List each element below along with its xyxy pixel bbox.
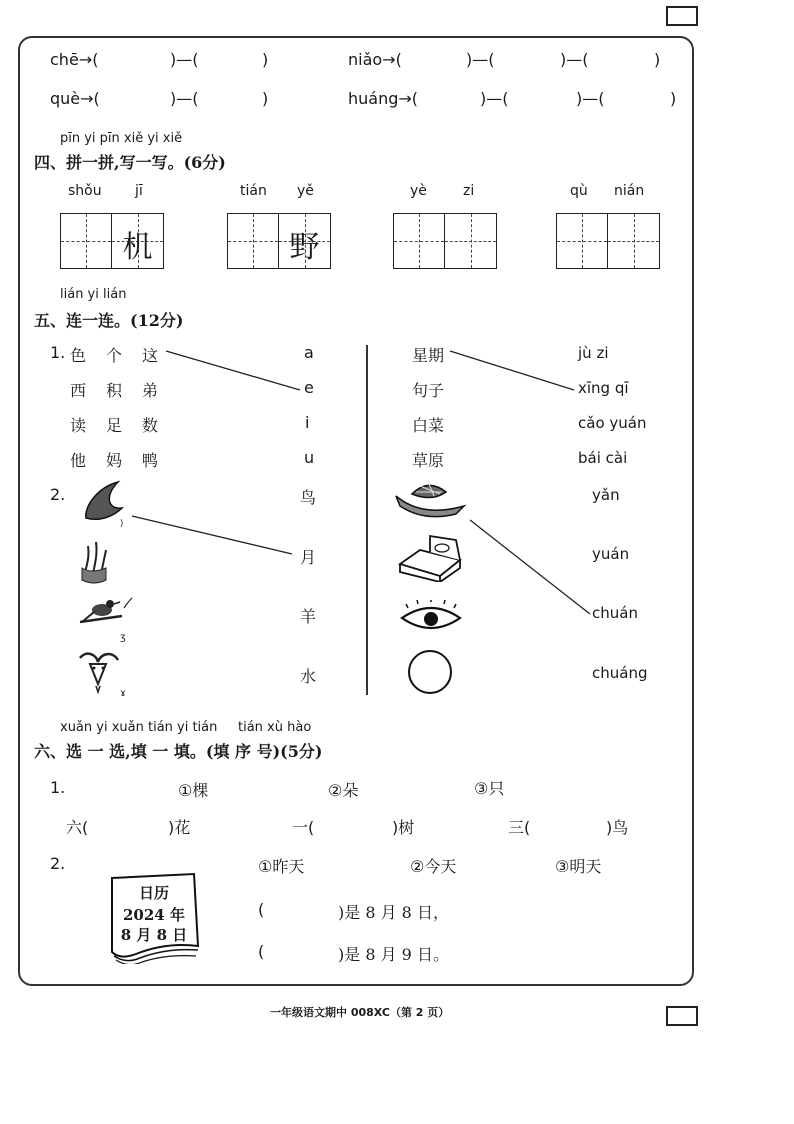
word: 句子 xyxy=(412,381,445,400)
pinyin: yè xyxy=(410,183,427,199)
char-cell[interactable]: 机 xyxy=(122,230,153,265)
blank-post[interactable]: )鸟 xyxy=(606,818,629,837)
blank[interactable]: ) xyxy=(670,89,677,108)
calendar-line: 日历 xyxy=(138,884,169,902)
q-label: 2. xyxy=(50,854,66,873)
calendar-line: 8 月 8 日 xyxy=(120,926,188,944)
blank[interactable]: ) xyxy=(262,50,269,69)
calendar-line: 2024 年 xyxy=(123,906,185,924)
word: 星期 xyxy=(412,346,445,365)
option: ②今天 xyxy=(410,857,457,876)
blank-post[interactable]: )树 xyxy=(392,818,415,837)
word: 草原 xyxy=(412,451,445,470)
option: ②朵 xyxy=(328,781,359,800)
blank-post[interactable]: )是 8 月 9 日。 xyxy=(338,945,449,964)
pinyin: shǒu xyxy=(68,183,102,199)
word-pinyin: bái cài xyxy=(578,449,628,467)
char: 西 xyxy=(70,381,87,400)
blank-pre: ( xyxy=(258,900,265,919)
blank-post[interactable]: )是 8 月 8 日， xyxy=(338,903,449,922)
blank-pre: 六( xyxy=(66,818,89,837)
char: 弟 xyxy=(142,381,159,400)
match-line xyxy=(470,520,590,614)
pic-pinyin: yuán xyxy=(592,545,630,563)
match-line xyxy=(166,351,300,390)
char-cell[interactable]: 野 xyxy=(289,230,320,265)
pinyin: qù xyxy=(570,183,588,199)
pic-char: 羊 xyxy=(300,607,317,626)
pinyin: nián xyxy=(614,183,645,199)
char: 个 xyxy=(106,346,123,365)
svg-text:ɤ: ɤ xyxy=(120,688,126,699)
pic-pinyin: chuán xyxy=(592,604,638,622)
pinyin: tián xyxy=(240,183,267,199)
option: ③明天 xyxy=(555,857,602,876)
blank[interactable]: )—( xyxy=(170,50,199,69)
char: 足 xyxy=(106,416,123,435)
pic-char: 月 xyxy=(300,548,317,567)
blank[interactable]: )—( xyxy=(480,89,509,108)
pinyin: jī xyxy=(135,183,143,199)
char: 积 xyxy=(106,381,123,400)
page-footer: 一年级语文期中 008XC（第 2 页） xyxy=(270,1006,450,1019)
option: ③只 xyxy=(474,779,505,798)
blank-post[interactable]: )花 xyxy=(168,818,191,837)
section5-title: 五、连一连。(12分) xyxy=(34,311,184,330)
option: ①棵 xyxy=(178,781,209,800)
blank-pre: 一( xyxy=(292,818,315,837)
match-line xyxy=(132,516,292,554)
section6-pinyin-1: xuǎn yi xuǎn tián yi tián xyxy=(60,720,218,735)
section6-pinyin-2: tián xù hào xyxy=(238,720,312,735)
blank[interactable]: )—( xyxy=(466,50,495,69)
char: 鸭 xyxy=(142,451,159,470)
blank[interactable]: )—( xyxy=(170,89,199,108)
pinyin: zi xyxy=(463,183,475,199)
blank-pre: ( xyxy=(258,942,265,961)
svg-text:ʒ: ʒ xyxy=(120,632,126,642)
char: 色 xyxy=(70,346,87,365)
pic-char: 水 xyxy=(300,667,317,686)
part-label: 2. xyxy=(50,485,66,504)
match-line xyxy=(450,351,574,390)
q-label: 1. xyxy=(50,778,66,797)
blank[interactable]: )—( xyxy=(576,89,605,108)
blank[interactable]: )—( xyxy=(560,50,589,69)
section6-title: 六、选 一 选,填 一 填。(填 序 号)(5分) xyxy=(34,742,323,761)
char: 他 xyxy=(70,451,87,470)
section4-pinyin: pīn yi pīn xiě yi xiě xyxy=(60,131,183,146)
section5-pinyin: lián yi lián xyxy=(60,287,127,302)
pinyin: yě xyxy=(297,183,314,199)
char: 这 xyxy=(142,346,159,365)
section4-title: 四、拼一拼,写一写。(6分) xyxy=(34,153,226,172)
vowel: e xyxy=(304,378,314,397)
word: 白菜 xyxy=(412,416,445,435)
blank[interactable]: ) xyxy=(654,50,661,69)
pic-pinyin: chuáng xyxy=(592,664,648,682)
option: ①昨天 xyxy=(258,857,305,876)
blank-pre: 三( xyxy=(508,818,531,837)
char: 数 xyxy=(142,416,159,435)
word-pinyin: jù zi xyxy=(578,344,609,362)
word-pinyin: cǎo yuán xyxy=(578,414,647,432)
calendar-icon xyxy=(106,872,202,964)
pic-char: 鸟 xyxy=(300,488,317,507)
blank[interactable]: ) xyxy=(262,89,269,108)
char: 读 xyxy=(70,416,87,435)
pic-pinyin: yǎn xyxy=(592,486,620,504)
vowel: a xyxy=(304,343,314,362)
char: 妈 xyxy=(106,451,123,470)
vowel: u xyxy=(304,448,315,467)
svg-text:⟩: ⟩ xyxy=(120,519,124,528)
part-label: 1. xyxy=(50,343,66,362)
vowel: i xyxy=(305,413,310,432)
word-pinyin: xīng qī xyxy=(578,379,629,397)
